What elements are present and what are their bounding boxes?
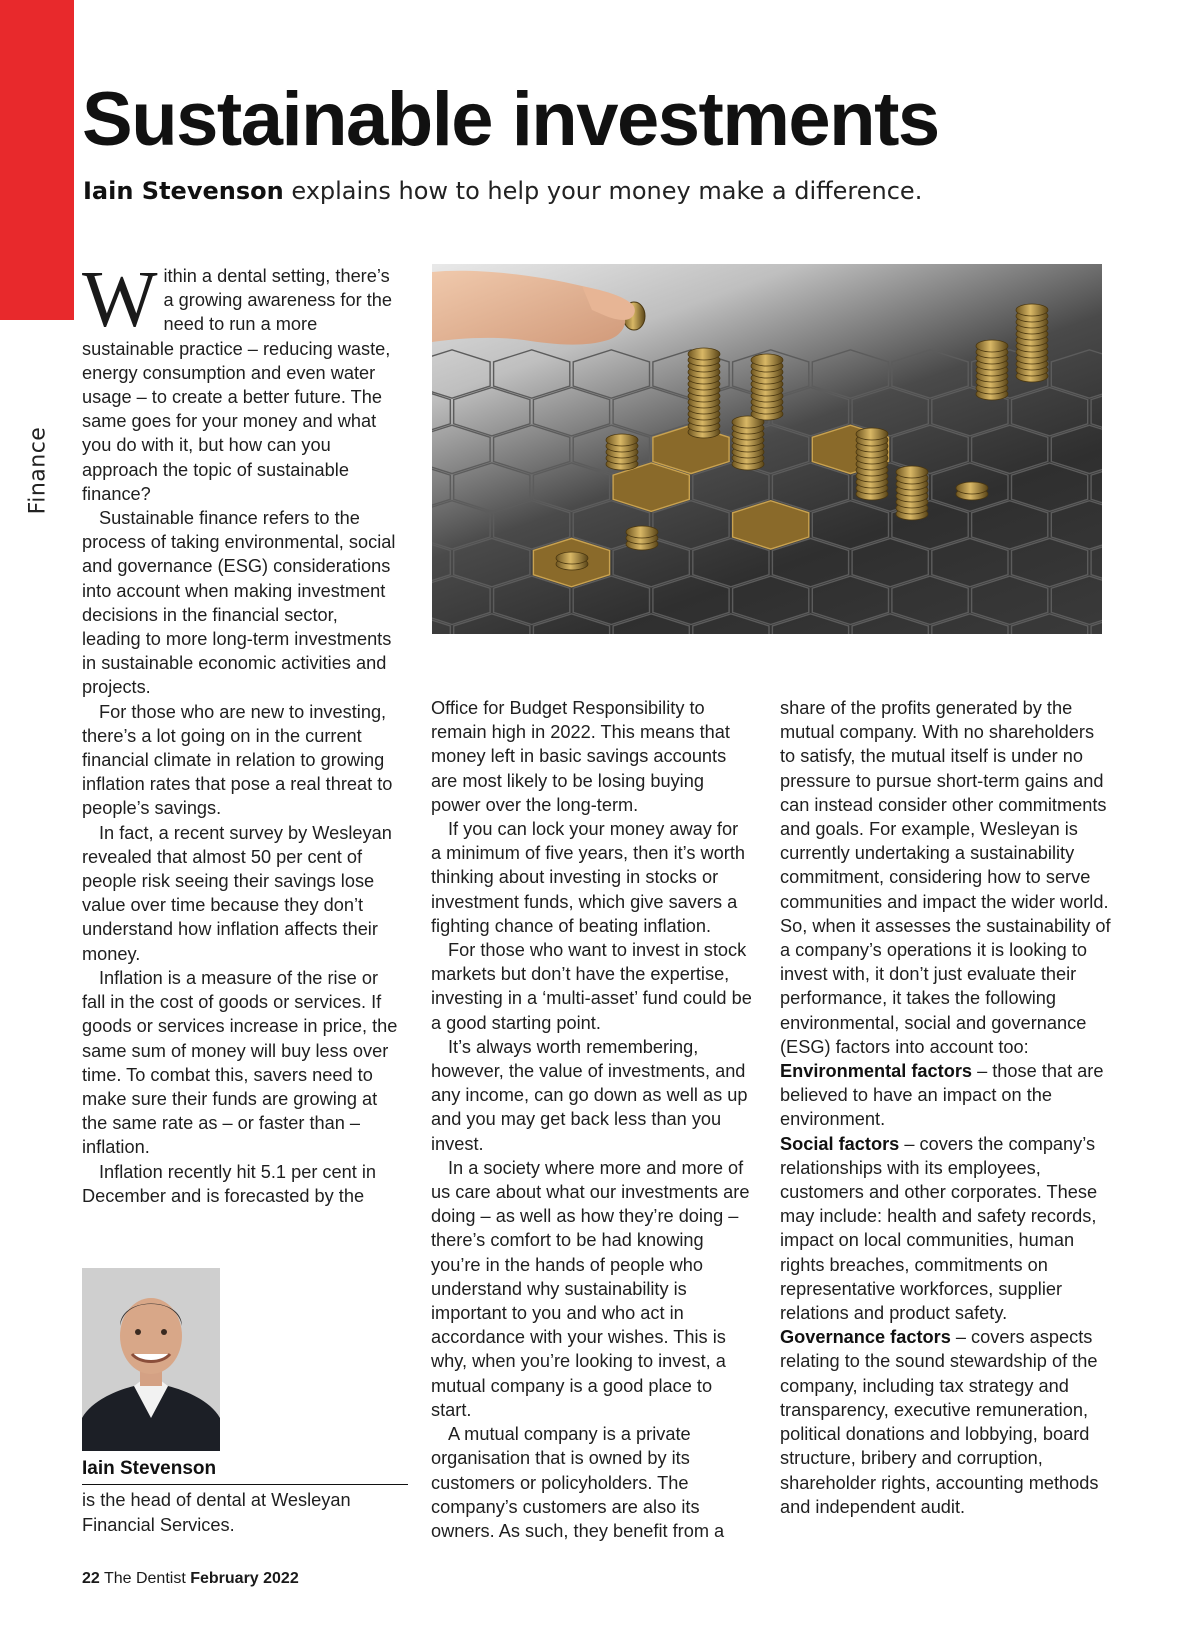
esg-social: Social factors – covers the company’s relationships with its employees, customers and other corporates. These may include: health and safety records, impact on local communities, human rights breaches, commitments on representative workforces, supplier relations and product safety. <box>780 1133 1098 1324</box>
coin-stack <box>688 348 720 438</box>
standfirst-text: explains how to help your money make a difference. <box>291 177 923 205</box>
paragraph: Inflation is a measure of the rise or fall in the cost of goods or services. If goods or services increase in price, the same sum of money will buy less over time. To combat this, savers need to make sure their funds are growing at the same rate as – or faster than – inflation. <box>82 967 398 1158</box>
hexagon <box>892 425 968 473</box>
hexagon <box>892 576 968 624</box>
paragraph: If you can lock your money away for a minimum of five years, then it’s worth thinking about investing in stocks or investment funds, which give savers a fighting chance of beating inflation. <box>431 819 746 936</box>
paragraph: A mutual company is a private organisation that is owned by its customers or policyholders. The company’s customers are also its owners. As such, they benefit from a <box>431 1424 725 1541</box>
paragraph: For those who are new to investing, there’s a lot going on in the current financial climate in relation to growing inflation rates that pose a real threat to people’s savings. <box>82 701 393 819</box>
article-headline: Sustainable investments <box>82 77 939 162</box>
coin-stack <box>956 482 988 500</box>
issue-date: February 2022 <box>190 1570 299 1587</box>
coin-stack <box>856 428 888 500</box>
coin-stack <box>896 466 928 520</box>
article-column-2 <box>431 696 753 1543</box>
hero-image-coins-on-hexagons <box>432 264 1102 634</box>
hexagon <box>533 614 609 634</box>
esg-governance: Governance factors – covers aspects relating to the sound stewardship of the company, including tax strategy and transparency, executive remuneration, political donations and lobbying, board structure, bribery and corruption, shareholder rights, accounting methods and independent audit. <box>780 1327 1099 1517</box>
paragraph: share of the profits generated by the mutual company. With no shareholders to satisfy, the mutual itself is under no pressure to pursue short-term gains and can instead consider other commitments and goals. For example, Wesleyan is currently undertaking a sustainability commitment, considering how to serve communities and impact the wider world. So, when it assesses the sustainability of a company’s operations it is looking to invest with, it don’t just evaluate their performance, it takes the following environmental, social and governance (ESG) factors into account too: <box>780 698 1111 1057</box>
paragraph: In fact, a recent survey by Wesleyan revealed that almost 50 per cent of people risk seeing their savings lose value over time because they don’t understand how inflation affects their money. <box>82 822 392 964</box>
page-number: 22 <box>82 1570 100 1587</box>
hexagon <box>892 350 968 398</box>
section-color-bar <box>0 0 74 320</box>
hexagon <box>454 614 530 634</box>
publication-name: The Dentist <box>103 1570 186 1587</box>
coin-stack <box>976 340 1008 400</box>
page-folio <box>82 1570 299 1588</box>
coin-stack <box>556 552 588 570</box>
standfirst-author: Iain Stevenson <box>83 177 284 205</box>
article-column-3 <box>780 696 1112 1519</box>
article-column-1 <box>82 256 400 1208</box>
standfirst <box>83 177 1133 205</box>
coin-stack <box>732 416 764 470</box>
hexagon <box>932 614 1008 634</box>
hexagon <box>693 614 769 634</box>
paragraph: It’s always worth remembering, however, the value of investments, and any income, can go down as well as up and you may get back less than you invest. <box>431 1036 748 1154</box>
hexagon <box>573 350 649 398</box>
bio-divider <box>82 1484 408 1485</box>
paragraph: Sustainable finance refers to the process of taking environmental, social and governance (ESG) considerations into account when making investment decisions in the financial sector, leading to more long-term investments in sustainable economic activities and projects. <box>82 508 396 698</box>
paragraph: Within a dental setting, there’s a growing awareness for the need to run a more sustainable practice – reducing waste, energy consumption and even water usage – to create a better future. The same goes for your money and what you do with it, but how can you approach the topic of sustainable finance? <box>82 256 392 504</box>
hexagon <box>613 614 689 634</box>
coin-stack <box>1016 304 1048 382</box>
paragraph: Office for Budget Responsibility to remain high in 2022. This means that money left in basic savings accounts are most likely to be losing buying power over the long-term. <box>431 698 730 815</box>
paragraph: In a society where more and more of us care about what our investments are doing – as well as how they’re doing – there’s comfort to be had knowing you’re in the hands of people who understand why sustainability is important to you and who act in accordance with your wishes. This is why, when you’re looking to invest, a mutual company is a good place to start. <box>431 1157 750 1420</box>
bio-text: is the head of dental at Wesleyan Financial Services. <box>82 1490 351 1535</box>
author-portrait <box>82 1268 220 1451</box>
drop-cap: W <box>82 256 158 344</box>
hexagon <box>1012 614 1088 634</box>
hexagon <box>432 614 450 634</box>
paragraph: Inflation recently hit 5.1 per cent in December and is forecasted by the <box>82 1161 377 1206</box>
coin-stack <box>626 526 658 550</box>
hexagon <box>573 576 649 624</box>
coin-stack <box>751 354 783 420</box>
coins-illustration <box>432 264 1102 634</box>
author-photo <box>82 1268 220 1451</box>
coin-stack <box>606 434 638 470</box>
hexagon <box>852 614 928 634</box>
section-label: Finance <box>25 426 51 514</box>
hexagon <box>772 614 848 634</box>
paragraph: For those who want to invest in stock markets but don’t have the expertise, investing in a ‘multi-asset’ fund could be a good starting point. <box>431 940 752 1033</box>
bio-name: Iain Stevenson <box>82 1458 217 1479</box>
esg-environmental: Environmental factors – those that are believed to have an impact on the environment. <box>780 1061 1104 1130</box>
